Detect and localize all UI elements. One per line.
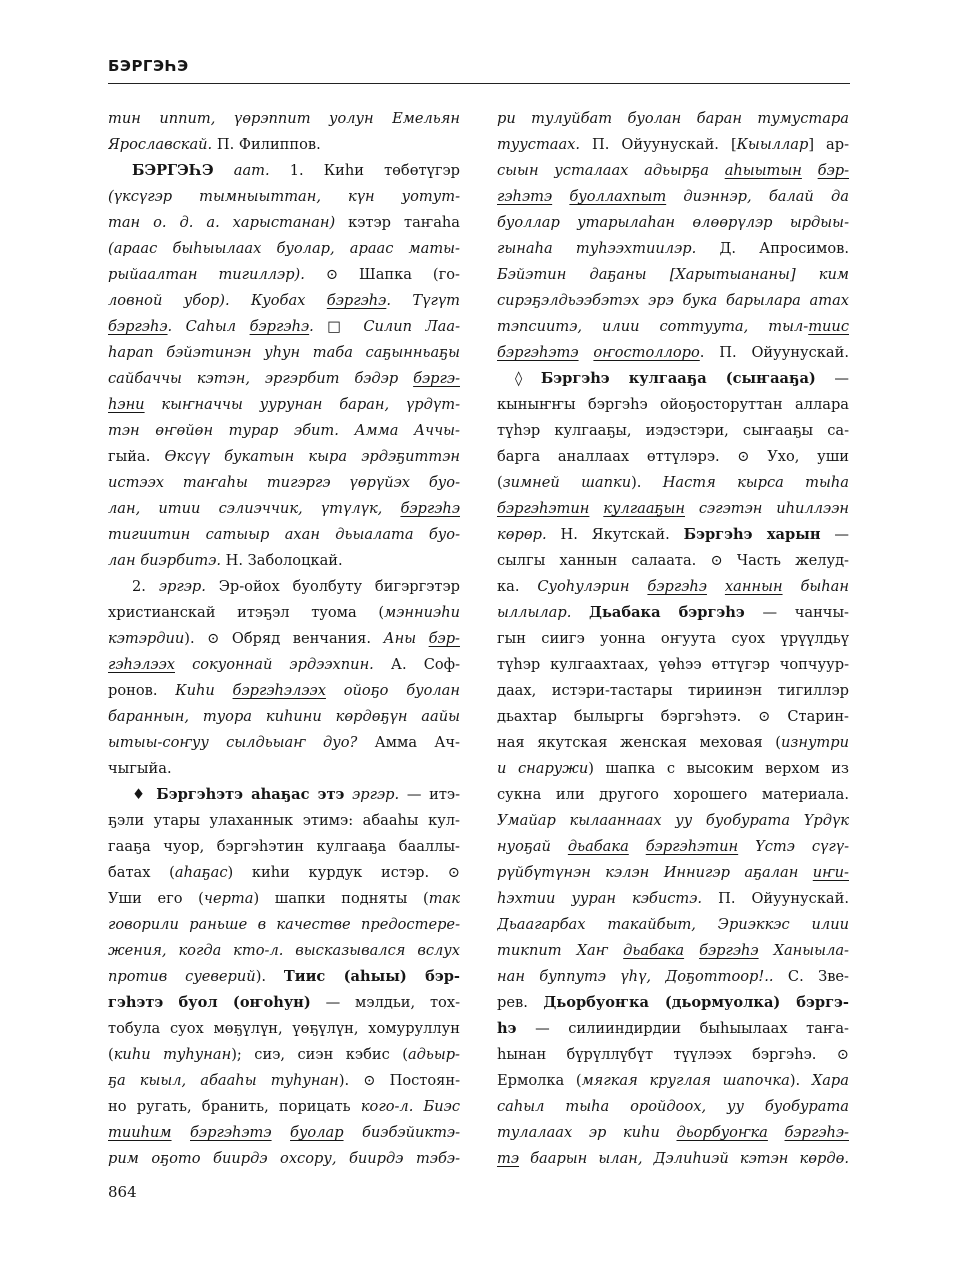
text-line: бэргэһэ. Саһыл бэргэһэ. □ Силип Лаа- — [108, 318, 460, 335]
text-line: рыйаалтан тигиллэр). ⊙ Шапка (го- — [108, 266, 460, 283]
text-line: тэ баарын ылан, Дэлиһиэй кэтэн көрдө. — [497, 1150, 849, 1167]
text-line: против суеверий). Тиис (аһыы) бэр- — [108, 968, 460, 985]
text-line: тэн өҥөйөн турар эбит. Амма Аччы- — [108, 422, 460, 439]
text-line: тин иппит, үөрэппит уолун Емельян — [108, 110, 460, 127]
text-line: тобула суох мөҕүлүн, үөҕүлүн, хомуруллун — [108, 1020, 460, 1037]
text-line: бэргэһэтин кулгааҕын сэгэтэн иһиллээн — [497, 500, 849, 517]
text-line: говорили раньше в качестве предостере- — [108, 916, 460, 933]
idiom-line: ◊ Бэргэһэ кулгааҕа (сыҥааҕа) — — [515, 370, 849, 387]
text-line: ная якутская женская меховая (изнутри — [497, 734, 849, 751]
text-line: чыгыйа. — [108, 760, 172, 777]
text-line: лан биэрбитэ. Н. Заболоцкай. — [108, 552, 343, 569]
text-line: тэпсиитэ, илии соттуута, тыл-тиис — [497, 318, 849, 335]
text-line: көрөр. Н. Якутскай. Бэргэһэ харын — — [497, 526, 849, 543]
idiom-headword: ♦ Бэргэһэтэ аһаҕас этэ — [132, 786, 345, 803]
text-line: Уши его (черта) шапки подняты (так — [108, 890, 460, 907]
text-line: Дьаагарбах такайбыт, Эриэккэс илии — [497, 916, 849, 933]
text-line: но ругать, бранить, порицать кого-л. Биэс — [108, 1098, 460, 1115]
text-line: Ярославскай. П. Филиппов. — [108, 136, 321, 153]
text-line: рүйбүтүнэн кэлэн Иннигэр аҕалан иҥи- — [497, 864, 849, 881]
text-line: ронов. Киһи бэргэһэлээх ойоҕо буолан — [108, 682, 460, 699]
header-headword: БЭРГЭҺЭ — [108, 57, 189, 75]
text-line: лан, итии сэлиэччик, үтүлүк, бэргэһэ — [108, 500, 460, 517]
text-line: гэһэтэ буоллахпыт диэннэр, балай да — [497, 188, 849, 205]
text-line: гыйа. Өксүү букатын кыра эрдэҕиттэн — [108, 448, 460, 465]
text-line: (зимней шапки). Настя кырса тыһа — [497, 474, 849, 491]
entry-headword-line: БЭРГЭҺЭ аат. 1. Киһи төбөтүгэр — [132, 162, 460, 179]
text-line: Бэйэтин даҕаны [Харытыананы] ким — [497, 266, 849, 283]
text-line: сукна или другого хорошего материала. — [497, 786, 849, 803]
text-line: һарап бэйэтинэн уһун таба саҕынньаҕы — [108, 344, 460, 361]
text-line: түһэр кулгааҕы, иэдэстэри, сыҥааҕы са- — [497, 422, 849, 439]
text-line: ҕэли утары улаханнык этимэ: абааһы кул- — [108, 812, 460, 829]
text-line: ловной убор). Куобах бэргэһэ. Түгүт — [108, 292, 460, 309]
right-column — [497, 106, 849, 1172]
text-line: бараннын, туора киһини көрдөҕүн аайы — [108, 708, 460, 725]
text-line: батах (аһаҕас) киһи курдук истэр. ⊙ — [108, 864, 460, 881]
text-line: һэхтии ууран кэбистэ. П. Ойуунускай. — [497, 890, 849, 907]
text-line: сылгы ханнын салаата. ⊙ Часть желуд- — [497, 552, 849, 569]
text-line: кыныҥҥы бэргэһэ ойоҕосторуттан аллара — [497, 396, 849, 413]
text-line: рев. Дьорбуоҥка (дьормуолка) бэргэ- — [497, 994, 849, 1011]
text-line: кэтэрдии). ⊙ Обряд венчания. Аны бэр- — [108, 630, 460, 647]
text-line: сыын усталаах адьырҕа аһыытын бэр- — [497, 162, 849, 179]
text-line: даах, истэри-тастары тириинэн тигиллэр — [497, 682, 849, 699]
text-line: гын сиигэ уонна оҥуута суох үрүүлдьү — [497, 630, 849, 647]
text-line: Умайар кылааннаах уу буобурата Үрдүк — [497, 812, 849, 829]
text-line: тигиитин сатыыр ахан дьыалата буо- — [108, 526, 460, 543]
text-line: ытыы-соҥуу сылдьыаҥ дуо? Амма Ач- — [108, 734, 460, 751]
text-line: дьахтар былыргы бэргэһэтэ. ⊙ Старин- — [497, 708, 849, 725]
text-line: гэһэтэ буол (оҥоһун) — мэлдьи, тох- — [108, 994, 460, 1011]
text-line: туустаах. П. Ойуунускай. [Кыыллар] ар- — [497, 136, 849, 153]
running-header — [108, 55, 850, 84]
text-line: христианскай итэҕэл туома (мэнниэһи — [108, 604, 460, 621]
text-line: тан о. д. а. харыстанан) кэтэр таҥаһа — [108, 214, 460, 231]
text-line: ыллылар. Дьабака бэргэһэ — чанчы- — [497, 604, 849, 621]
left-column — [108, 106, 460, 1172]
text-line: жения, когда кто-л. высказывался вслух — [108, 942, 460, 959]
text-line: һэни кыҥначчы уурунан баран, үрдүт- — [108, 396, 460, 413]
text-line: сайбаччы кэтэн, эргэрбит бэдэр бэргэ- — [108, 370, 460, 387]
text-line: ри тулуйбат буолан баран тумустара — [497, 110, 849, 127]
text-line: (киһи туһунан); сиэ, сиэн кэбис (адьыр- — [108, 1046, 460, 1063]
text-line: истээх таҥаһы тигэргэ үөрүйэх буо- — [108, 474, 460, 491]
text-line: тииһим бэргэһэтэ буолар биэбэйиктэ- — [108, 1124, 460, 1141]
text-line: һынан бүрүллүбүт түүлээх бэргэһэ. ⊙ — [497, 1046, 849, 1063]
text-line: түһэр кулгаахтаах, үөһээ өттүгэр чопчуур- — [497, 656, 849, 673]
text-line: саһыл тыһа оройдоох, уу буобурата — [497, 1098, 849, 1115]
text-line: Ермолка (мягкая круглая шапочка). Хара — [497, 1072, 849, 1089]
text-line: бэргэһэтэ оҥостоллоро. П. Ойуунускай. — [497, 344, 849, 361]
text-line: барга аналлаах өттүлэрэ. ⊙ Ухо, уши — [497, 448, 849, 465]
text-line: ҕа кыыл, абааһы туһунан). ⊙ Постоян- — [108, 1072, 460, 1089]
text-line: нан буппутэ үһү, Доҕоттоор!.. С. Зве- — [497, 968, 849, 985]
text-line: гынаһа туһээхтиилэр. Д. Апросимов. — [497, 240, 849, 257]
idiom-line: ♦ Бэргэһэтэ аһаҕас этэ эргэр. — итэ- — [132, 786, 460, 803]
text-line: гааҕа чуор, бэргэһэтин кулгааҕа бааллы- — [108, 838, 460, 855]
text-line: ка. Суоһулэрин бэргэһэ ханнын быһан — [497, 578, 849, 595]
text-line: тулалаах эр киһи дьорбуоҥка бэргэһэ- — [497, 1124, 849, 1141]
text-line: (араас быһыылаах буолар, араас маты- — [108, 240, 460, 257]
text-line: сирэҕэлдьээбэтэх эрэ бука барылара атах — [497, 292, 849, 309]
text-line: рим оҕото биирдэ охсору, биирдэ тэбэ- — [108, 1150, 460, 1167]
text-line: нуоҕай дьабака бэргэһэтин Үстэ сүгү- — [497, 838, 849, 855]
text-line: тикпит Хаҥ дьабака бэргэһэ Ханыыла- — [497, 942, 849, 959]
text-line: һэ — силииндирдии быһыылаах таҥа- — [497, 1020, 849, 1037]
text-line: 2. эргэр. Эр-ойох буолбуту бигэргэтэр — [132, 578, 460, 595]
text-line: и снаружи) шапка с высоким верхом из — [497, 760, 849, 777]
text-line: буоллар утарылаһан өлөөрүлэр ырдыы- — [497, 214, 849, 231]
idiom-headword: Бэргэһэ кулгааҕа (сыҥааҕа) — [540, 370, 816, 387]
text-line: (үксүгэр тымныыттан, күн уотут- — [108, 188, 460, 205]
text-line: гэһэлээх сокуоннай эрдээхпин. А. Соф- — [108, 656, 460, 673]
entry-headword: БЭРГЭҺЭ — [132, 162, 214, 179]
page-number: 864 — [108, 1183, 137, 1201]
